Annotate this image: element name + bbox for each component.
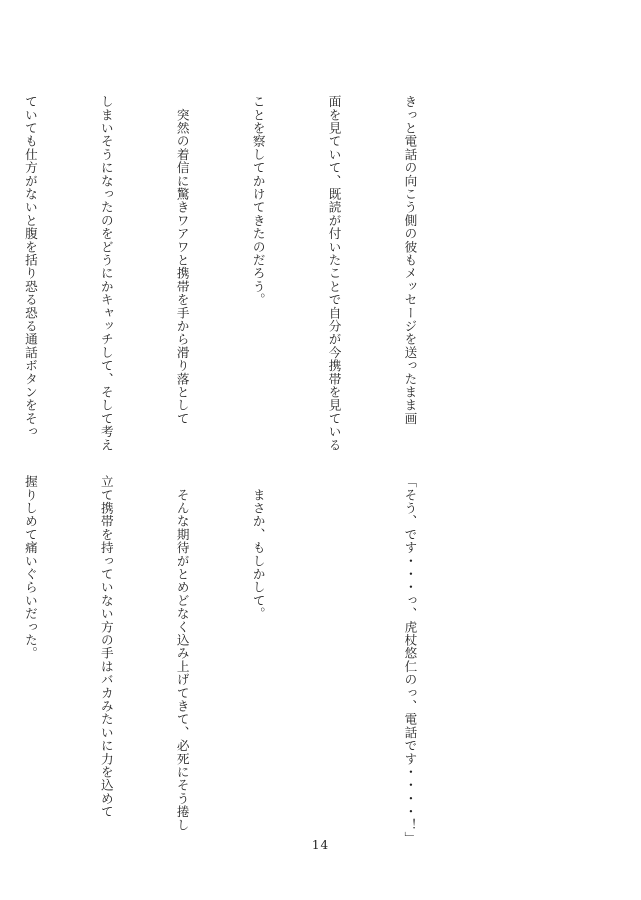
text-line: ことを察してかけてきたのだろう。 (250, 95, 266, 307)
text-line: まさか、もしかして。 (250, 475, 266, 621)
text-line: きっと電話の向こう側の彼もメッセージを送ったまま画 (402, 95, 418, 425)
dialogue-line: 「そう、です・・・っ、虎杖悠仁のっ、電話です・・・・！」 (402, 475, 418, 845)
blank-line (321, 475, 346, 825)
text-line: ていても仕方がないと腹を括り恐る恐る通話ボタンをそっ (22, 95, 38, 439)
page-number: 14 (311, 838, 330, 852)
text-line: そんな期待がとめどなく込み上げてきて、必死にそう捲し (174, 475, 190, 832)
upper-text-block (22, 95, 473, 452)
text-line: 立て携帯を持っていない方の手はバカみたいに力を込めて (98, 475, 114, 819)
text-line: 握りしめて痛いぐらいだった。 (22, 475, 38, 660)
text-line: 突然の着信に驚きワアワと携帯を手から滑り落として (174, 95, 190, 425)
text-line: 面を見ていて、既読が付いたことで自分が今携帯を見ている (326, 95, 342, 452)
text-line: しまいそうになったのをどうにかキャッチして、そして考え (98, 95, 114, 452)
